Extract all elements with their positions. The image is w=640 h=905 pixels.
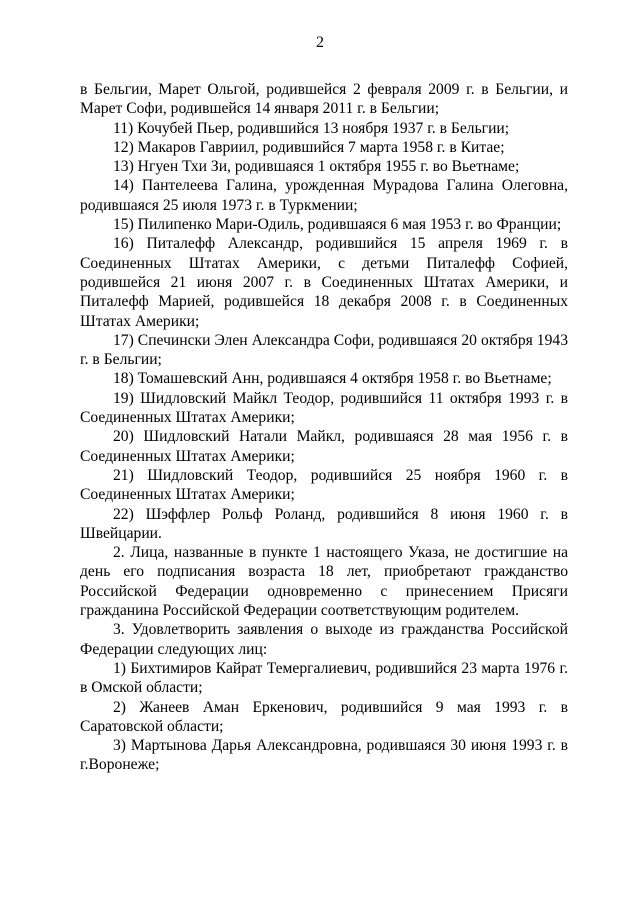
list-item: 3) Мартынова Дарья Александровна, родившаяся 30 июня 1993 г. в г.Воронеже;: [80, 737, 568, 774]
list-item: 16) Питалефф Александр, родившийся 15 апреля 1969 г. в Соединенных Штатах Америки, с детьми Питалефф Софией, родившейся 21 июня 2007 г. в Соединенных Штатах Америки, и Питалефф Марией, родившейся 18 декабря 2008 г. в Соединенных Штатах Америки;: [80, 235, 568, 330]
list-item: 2) Жанеев Аман Еркенович, родившийся 9 мая 1993 г. в Саратовской области;: [80, 698, 568, 735]
list-item: 19) Шидловский Майкл Теодор, родившийся 11 октября 1993 г. в Соединенных Штатах Америки;: [80, 389, 568, 427]
list-item: 13) Нгуен Тхи Зи, родившаяся 1 октября 1955 г. во Вьетнаме;: [113, 158, 520, 176]
list-item: 21) Шидловский Теодор, родившийся 25 ноября 1960 г. в Соединенных Штатах Америки;: [80, 466, 568, 504]
list-item: 11) Кочубей Пьер, родившийся 13 ноября 1937 г. в Бельгии;: [113, 119, 510, 137]
list-item: 15) Пилипенко Мари-Одиль, родившаяся 6 мая 1953 г. во Франции;: [113, 216, 562, 234]
list-item: 14) Пантелеева Галина, урожденная Мурадова Галина Олеговна, родившаяся 25 июля 1973 г. в Туркмении;: [80, 177, 568, 214]
list-item: 1) Бихтимиров Кайрат Темергалиевич, родившийся 23 марта 1976 г. в Омской области;: [80, 659, 568, 697]
section-paragraph: 2. Лица, названные в пункте 1 настоящего Указа, не достигшие на день его подписания возраста 18 лет, приобретают гражданство Российской Федерации одновременно с принесением Присяги гражданина Российской Федерации соответствующим родителем.: [80, 544, 568, 620]
list-item: 18) Томашевский Анн, родившаяся 4 октября 1958 г. во Вьетнаме;: [113, 370, 552, 388]
list-item: 17) Спечински Элен Александра Софи, родившаяся 20 октября 1943 г. в Бельгии;: [80, 331, 568, 369]
paragraph: в Бельгии, Марет Ольгой, родившейся 2 февраля 2009 г. в Бельгии, и Марет Софи, родившейся 14 января 2011 г. в Бельгии;: [80, 81, 568, 118]
list-item: 22) Шэффлер Рольф Роланд, родившийся 8 июня 1960 г. в Швейцарии.: [80, 505, 568, 542]
list-item: 20) Шидловский Натали Майкл, родившаяся 28 мая 1956 г. в Соединенных Штатах Америки;: [80, 428, 568, 465]
document-body: [80, 80, 568, 775]
section-paragraph: 3. Удовлетворить заявления о выходе из гражданства Российской Федерации следующих лиц:: [80, 621, 568, 658]
list-item: 12) Макаров Гавриил, родившийся 7 марта 1958 г. в Китае;: [113, 138, 505, 156]
page-number: 2: [316, 34, 324, 51]
